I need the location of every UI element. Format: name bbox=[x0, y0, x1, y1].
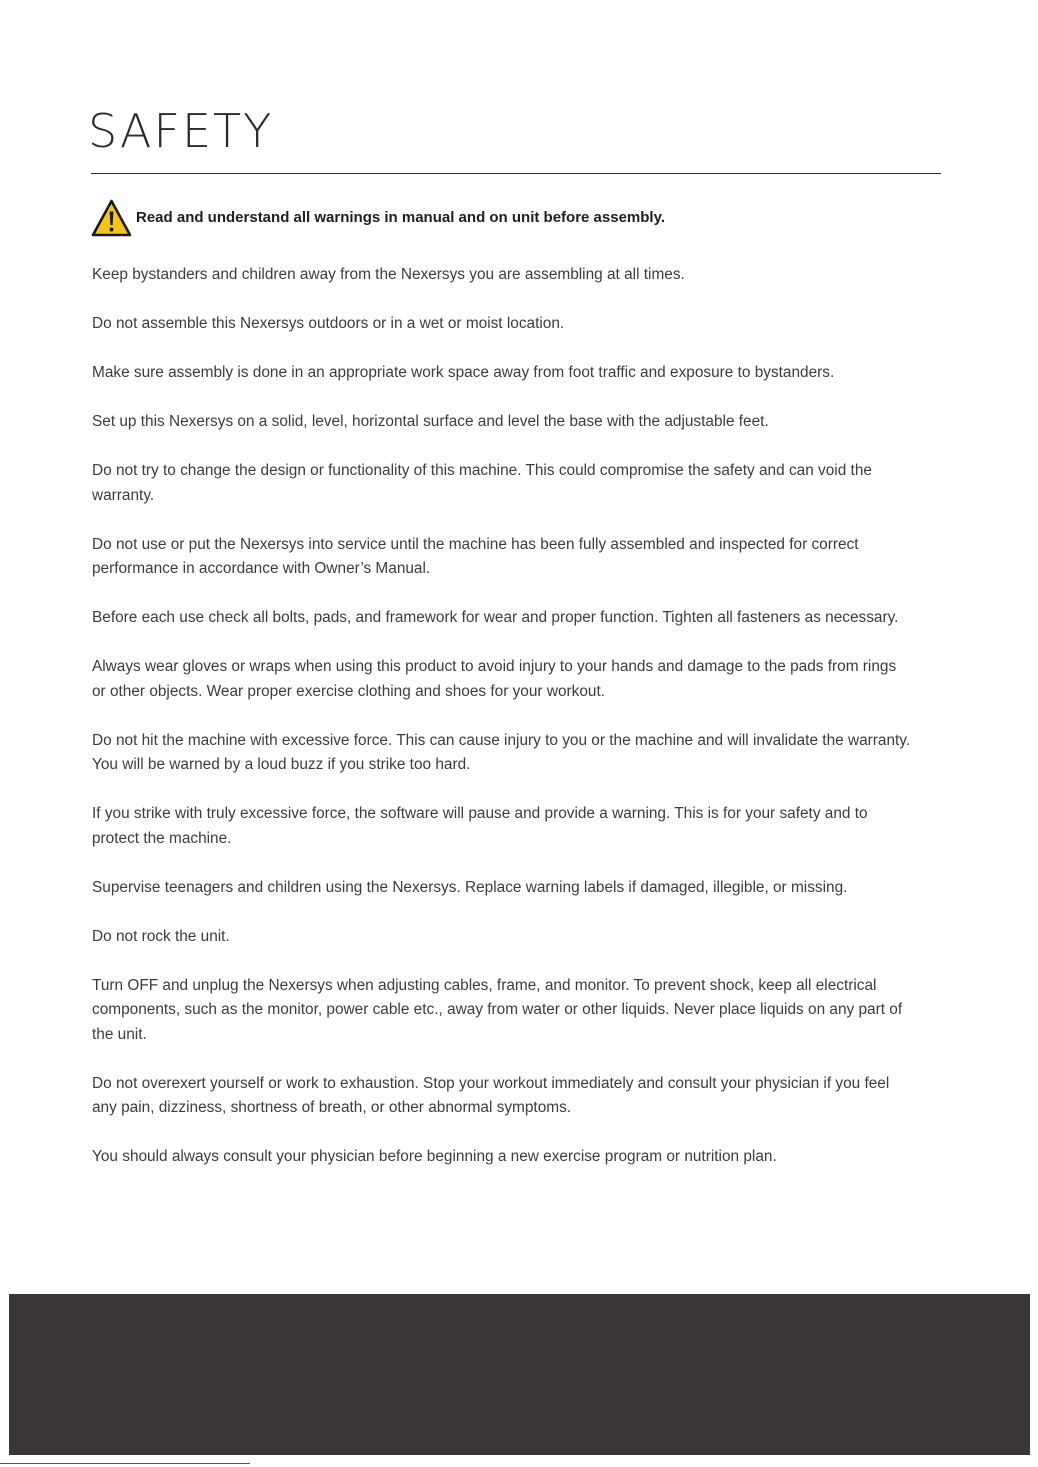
footer-band bbox=[9, 1294, 1030, 1455]
safety-rule: Do not try to change the design or functionality of this machine. This could compromise the safety and can void the warranty. bbox=[92, 462, 872, 504]
safety-rule: Keep bystanders and children away from the Nexersys you are assembling at all times. bbox=[92, 266, 685, 283]
safety-rule: Do not rock the unit. bbox=[92, 927, 230, 945]
warning-notice bbox=[91, 199, 941, 237]
safety-rule: Before each use check all bolts, pads, and framework for wear and proper function. Tighten all fasteners as necessary. bbox=[92, 609, 899, 626]
safety-rule: If you strike with truly excessive force, the software will pause and provide a warning. This is for your safety and to protect the machine. bbox=[92, 805, 868, 847]
safety-rule: Do not use or put the Nexersys into service until the machine has been fully assembled and inspected for correct performance in accordance with Owner’s Manual. bbox=[92, 535, 859, 577]
safety-rule: Turn OFF and unplug the Nexersys when adjusting cables, frame, and monitor. To prevent shock, keep all electrical components, such as the monitor, power cable etc., away from water or other liquids. Never place liquids on any part of the unit. bbox=[92, 976, 903, 1043]
safety-rules-list bbox=[92, 263, 912, 1194]
warning-text: Read and understand all warnings in manual and on unit before assembly. bbox=[136, 208, 665, 226]
warning-triangle-icon bbox=[91, 199, 132, 237]
page-title: SAFETY bbox=[88, 104, 274, 158]
safety-rule: Do not overexert yourself or work to exhaustion. Stop your workout immediately and consult your physician if you feel any pain, dizziness, shortness of breath, or other abnormal symptoms. bbox=[92, 1074, 890, 1116]
safety-rule: Do not assemble this Nexersys outdoors or in a wet or moist location. bbox=[92, 315, 565, 332]
safety-rule: Do not hit the machine with excessive force. This can cause injury to you or the machine and will invalidate the warranty. You will be warned by a loud buzz if you strike too hard. bbox=[92, 731, 911, 773]
title-divider bbox=[91, 173, 941, 174]
safety-rule: Supervise teenagers and children using the Nexersys. Replace warning labels if damaged, illegible, or missing. bbox=[92, 878, 848, 896]
safety-rule: Always wear gloves or wraps when using this product to avoid injury to your hands and damage to the pads from rings or other objects. Wear proper exercise clothing and shoes for your workout. bbox=[92, 658, 897, 700]
safety-rule: Make sure assembly is done in an appropriate work space away from foot traffic and exposure to bystanders. bbox=[92, 364, 835, 381]
safety-rule: You should always consult your physician before beginning a new exercise program or nutrition plan. bbox=[92, 1148, 777, 1165]
bottom-edge-line bbox=[0, 1463, 250, 1464]
safety-rule: Set up this Nexersys on a solid, level, horizontal surface and level the base with the adjustable feet. bbox=[92, 413, 769, 430]
